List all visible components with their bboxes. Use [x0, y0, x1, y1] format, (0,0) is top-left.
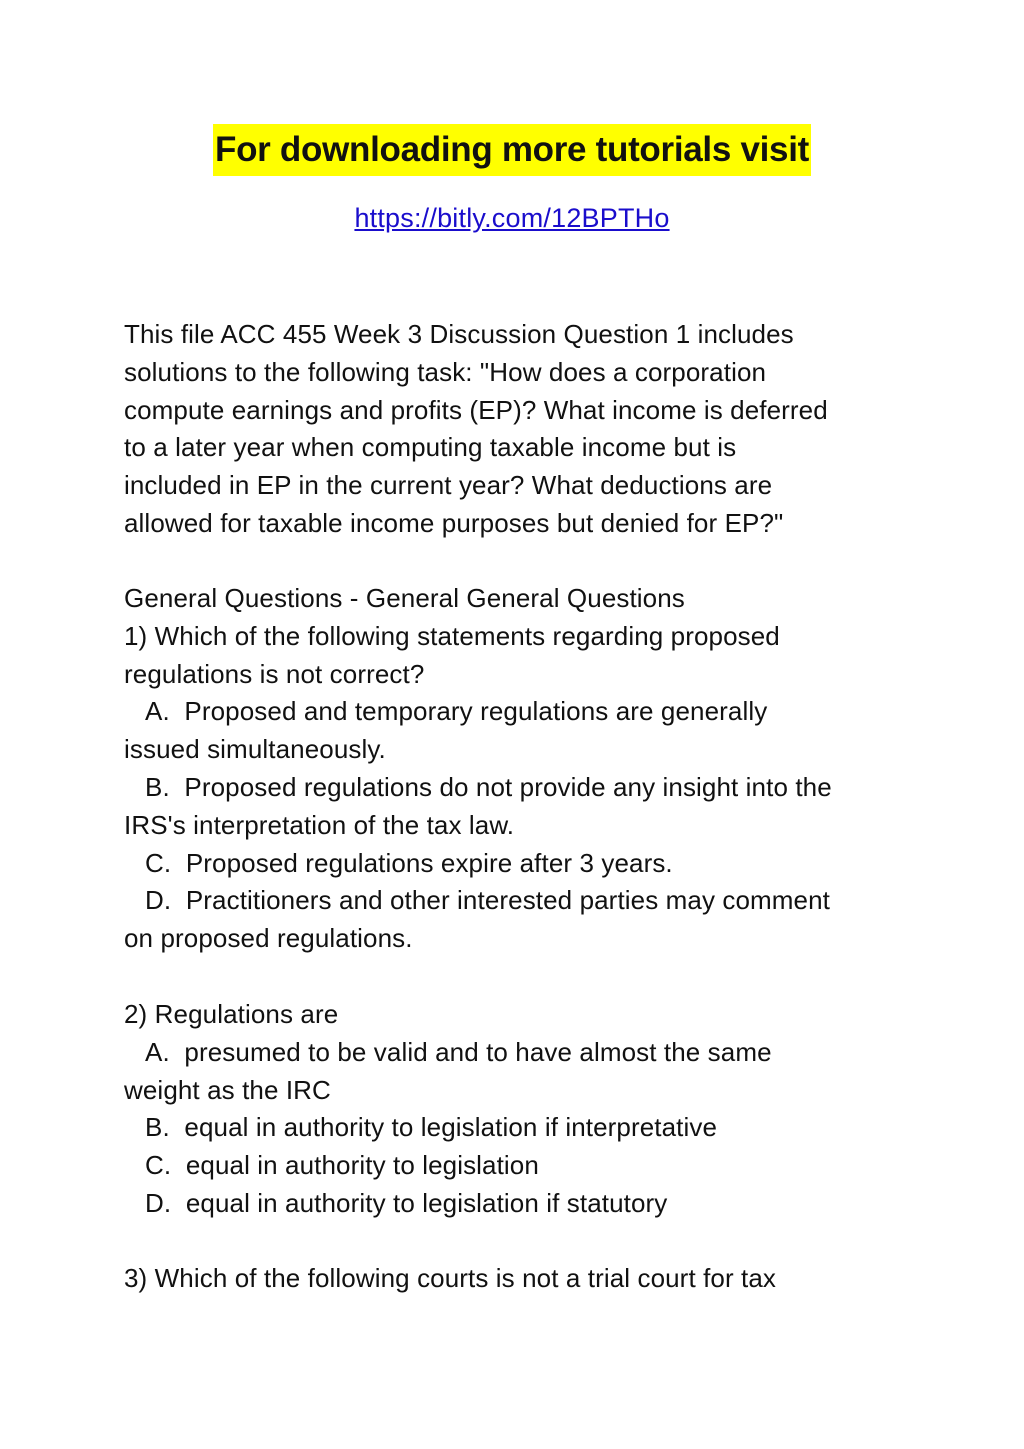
intro-line: solutions to the following task: "How does a corporation	[124, 356, 767, 387]
question-2-option-d: D. equal in authority to legislation if statutory	[145, 1187, 668, 1218]
question-1-option-d-cont: on proposed regulations.	[124, 923, 413, 954]
intro-line: included in EP in the current year? What deductions are	[124, 470, 773, 501]
question-2-text: 2) Regulations are	[124, 999, 339, 1029]
question-1-option-b-cont: IRS's interpretation of the tax law.	[124, 809, 515, 840]
question-2-option-a-cont: weight as the IRC	[124, 1074, 331, 1105]
question-2-option-b: B. equal in authority to legislation if interpretative	[145, 1112, 718, 1143]
question-1-text: regulations is not correct?	[124, 658, 425, 689]
highlighted-heading: For downloading more tutorials visit	[213, 124, 811, 176]
question-1-option-d: D. Practitioners and other interested parties may comment	[145, 885, 830, 916]
question-1-option-c: C. Proposed regulations expire after 3 years.	[145, 847, 673, 878]
intro-line: to a later year when computing taxable income but is	[124, 432, 737, 463]
question-3-text: 3) Which of the following courts is not a trial court for tax	[124, 1263, 777, 1293]
intro-line: This file ACC 455 Week 3 Discussion Question 1 includes	[124, 319, 794, 349]
question-1-text: 1) Which of the following statements regarding proposed	[124, 620, 780, 651]
question-1-block	[124, 580, 914, 958]
question-3-block	[124, 1260, 914, 1298]
question-2-option-c: C. equal in authority to legislation	[145, 1150, 539, 1181]
intro-paragraph	[124, 316, 914, 543]
section-title: General Questions - General General Questions	[124, 583, 685, 613]
intro-line: allowed for taxable income purposes but denied for EP?"	[124, 507, 784, 538]
question-1-option-b: B. Proposed regulations do not provide any insight into the	[145, 771, 832, 802]
question-1-option-a-cont: issued simultaneously.	[124, 734, 386, 765]
intro-line: compute earnings and profits (EP)? What income is deferred	[124, 394, 828, 425]
heading-container	[0, 124, 1024, 176]
link-container	[0, 198, 1024, 238]
question-1-option-a: A. Proposed and temporary regulations are generally	[145, 696, 768, 727]
question-2-block	[124, 996, 914, 1223]
tutorials-link[interactable]: https://bitly.com/12BPTHo	[354, 203, 670, 233]
question-2-option-a: A. presumed to be valid and to have almost the same	[145, 1036, 772, 1067]
